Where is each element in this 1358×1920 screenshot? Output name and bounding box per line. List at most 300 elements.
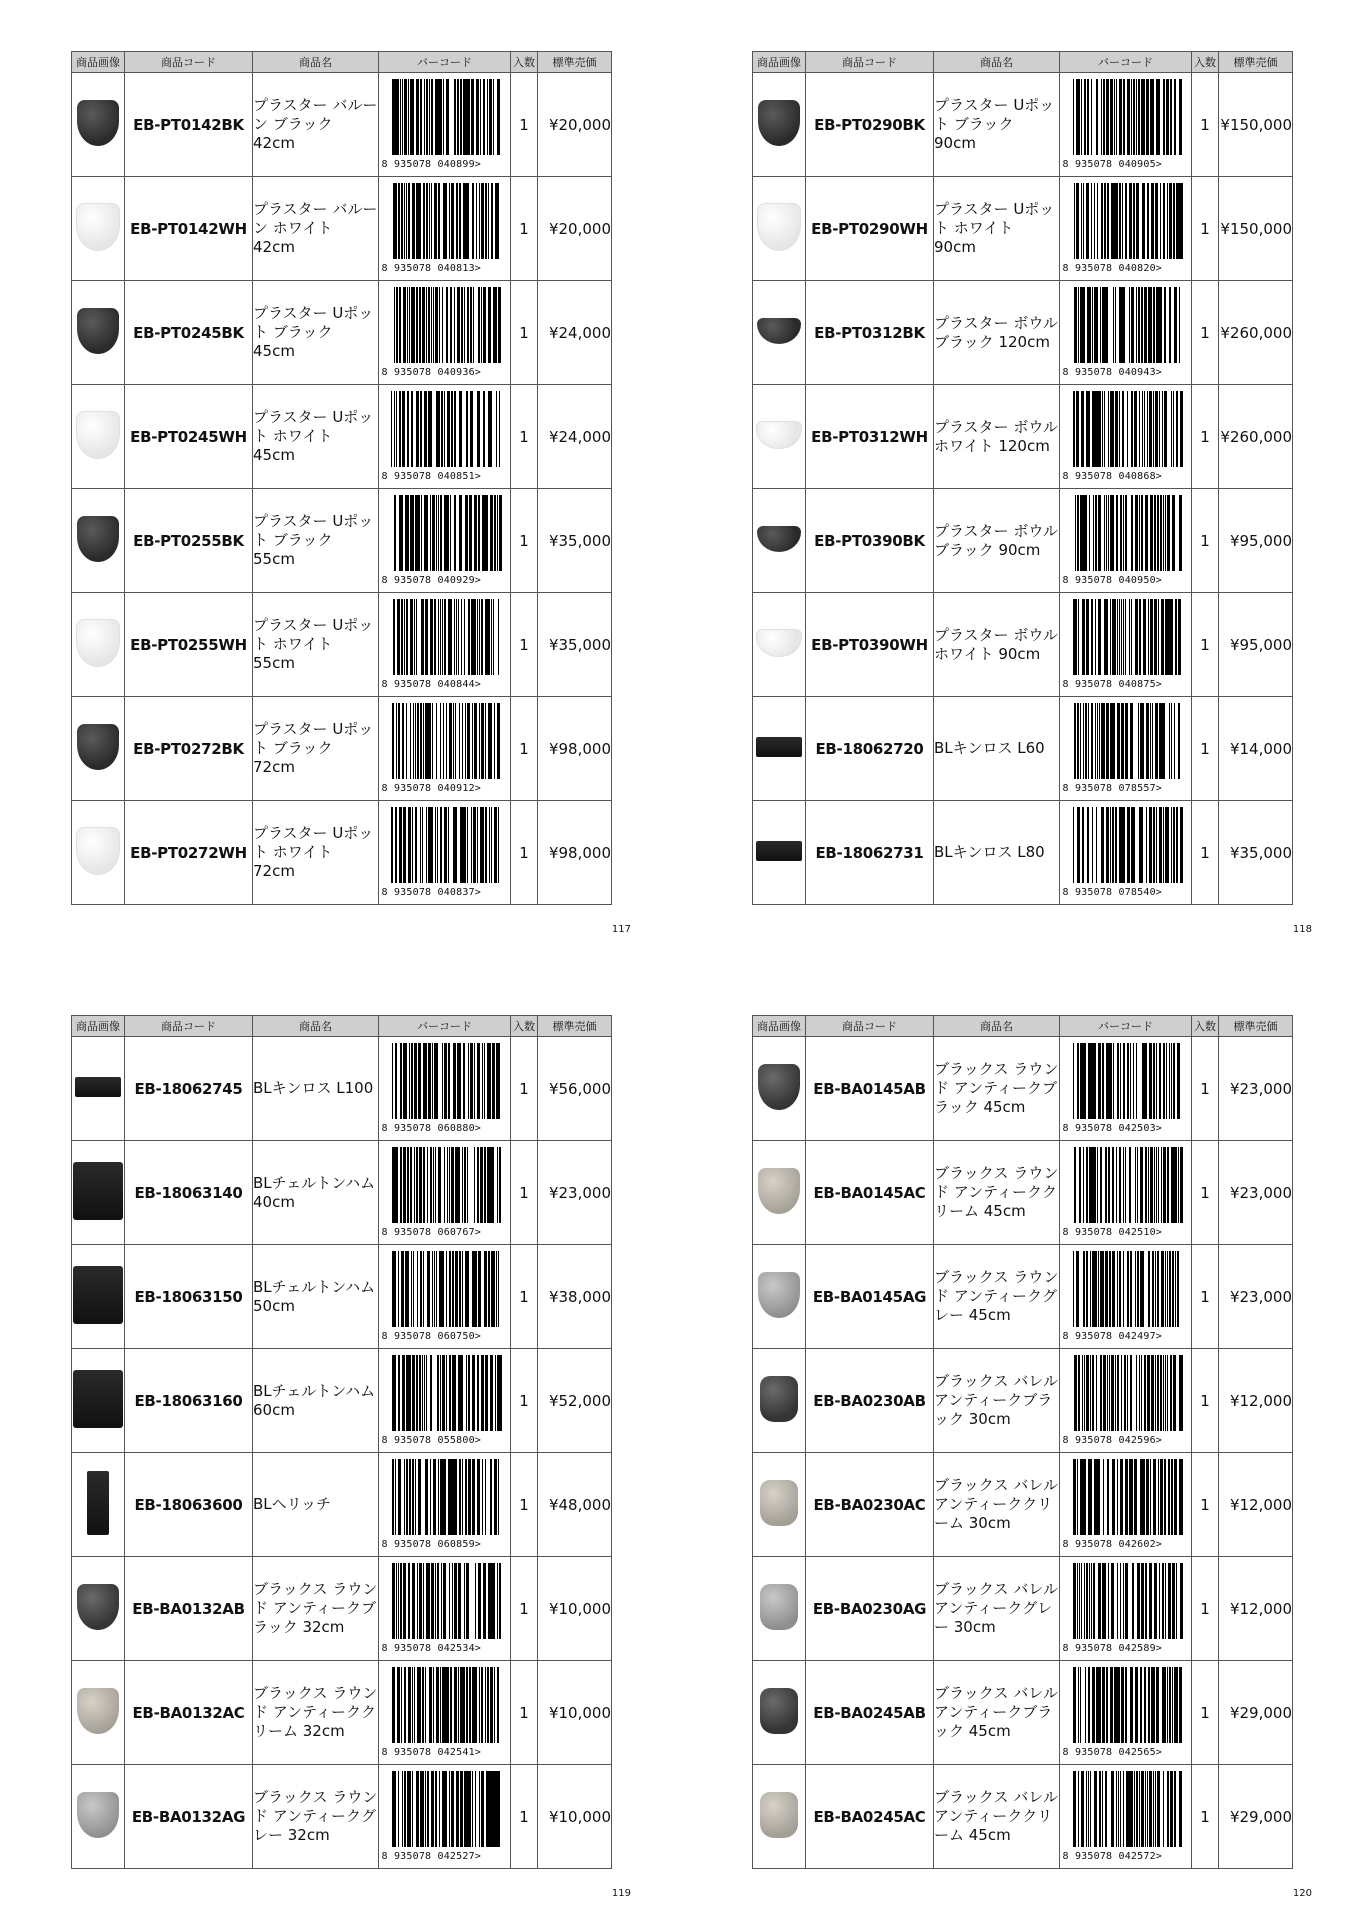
barcode-bar: [1082, 287, 1085, 363]
table-row: [753, 489, 1293, 593]
barcode-bar: [494, 703, 495, 779]
barcode-bar: [498, 287, 501, 363]
barcode: [1063, 1355, 1189, 1447]
barcode-bar: [1074, 703, 1076, 779]
barcode-bar: [1110, 79, 1113, 155]
barcode-bar: [1131, 287, 1134, 363]
barcode-bar: [429, 1563, 430, 1639]
barcode-bar: [1141, 1563, 1144, 1639]
barcode-bar: [1086, 1771, 1087, 1847]
barcode-number: 8 935078 042534>: [381, 1642, 482, 1654]
barcode-bar: [1142, 1251, 1144, 1327]
barcode-bar: [478, 495, 480, 571]
barcode-bar: [1085, 495, 1087, 571]
barcode-bar: [396, 1563, 397, 1639]
barcode-bar: [472, 1459, 475, 1535]
barcode-cell: [379, 489, 511, 593]
barcode-cell: [379, 177, 511, 281]
barcode-bar: [1150, 1459, 1151, 1535]
barcode-bar: [1123, 1043, 1125, 1119]
barcode-bar: [1133, 1043, 1134, 1119]
barcode-bar: [1080, 703, 1081, 779]
barcode-bar: [1151, 1355, 1154, 1431]
product-code: EB-BA0132AB: [125, 1557, 253, 1661]
barcode-bar: [1108, 391, 1109, 467]
product-image-cell: [72, 1037, 125, 1141]
barcode-bar: [462, 287, 463, 363]
barcode-bar: [1165, 495, 1166, 571]
barcode-bar: [444, 183, 447, 259]
product-code: EB-PT0390WH: [806, 593, 934, 697]
barcode-bar: [475, 1563, 476, 1639]
barcode-bar: [420, 1563, 422, 1639]
barcode-bar: [408, 1563, 410, 1639]
barcode-bar: [1144, 391, 1145, 467]
barcode-bar: [1122, 287, 1125, 363]
barcode-bar: [1169, 703, 1170, 779]
barcode-bar: [417, 1147, 418, 1223]
barcode-bar: [1169, 1667, 1171, 1743]
barcode-bar: [1116, 391, 1118, 467]
barcode-bar: [460, 1043, 461, 1119]
barcode-bar: [489, 79, 492, 155]
product-name: BLキンロス L100: [253, 1037, 379, 1141]
product-name: プラスター ボウル ブラック 120cm: [934, 281, 1060, 385]
barcode-bar: [1171, 1043, 1172, 1119]
barcode-bar: [413, 1459, 414, 1535]
barcode-bar: [1163, 1771, 1164, 1847]
barcode-number: 8 935078 042572>: [1062, 1850, 1163, 1862]
barcode-bar: [437, 807, 438, 883]
barcode: [382, 1667, 508, 1759]
barcode-bar: [444, 1147, 445, 1223]
barcode-number: 8 935078 040851>: [381, 470, 482, 482]
barcode-bar: [480, 79, 481, 155]
barcode-cell: [1060, 1037, 1192, 1141]
barcode-bar: [433, 1459, 436, 1535]
barcode-bar: [1149, 1771, 1152, 1847]
barcode-bar: [1156, 807, 1157, 883]
barcode-bar: [454, 495, 456, 571]
quantity: 1: [511, 1765, 538, 1869]
barcode-bar: [1177, 1251, 1179, 1327]
barcode-bars: [392, 807, 502, 883]
barcode-bar: [474, 1043, 475, 1119]
barcode-bar: [1090, 1771, 1091, 1847]
barcode-number: 8 935078 040844>: [381, 678, 482, 690]
barcode-bar: [1133, 807, 1135, 883]
barcode-bar: [440, 703, 441, 779]
barcode-bar: [491, 183, 493, 259]
barcode-bar: [1127, 79, 1130, 155]
barcode-bar: [1119, 79, 1122, 155]
barcode-bar: [438, 495, 439, 571]
barcode-bar: [1104, 495, 1105, 571]
barcode-bar: [1078, 1771, 1079, 1847]
barcode-bar: [398, 1563, 399, 1639]
barcode-bar: [1167, 1771, 1169, 1847]
barcode-bar: [440, 79, 442, 155]
barcode-bar: [402, 703, 404, 779]
barcode-bar: [477, 599, 478, 675]
tall-planter-icon: [87, 1471, 109, 1535]
barcode-bar: [1144, 287, 1147, 363]
barcode-bar: [402, 1355, 405, 1431]
barcode-bar: [402, 79, 403, 155]
barcode-bar: [1073, 807, 1074, 883]
barcode-number: 8 935078 042589>: [1062, 1642, 1163, 1654]
barcode-bar: [422, 1771, 424, 1847]
barcode-bar: [1159, 807, 1162, 883]
barcode-bar: [1113, 287, 1114, 363]
barcode-bar: [479, 599, 480, 675]
barcode-bar: [481, 1771, 484, 1847]
barcode-bar: [1167, 183, 1168, 259]
barcode-bar: [442, 287, 443, 363]
barcode-bar: [1084, 1563, 1085, 1639]
column-header: 商品名: [934, 1016, 1060, 1037]
barcode-bar: [1178, 599, 1181, 675]
quantity: 1: [1192, 1765, 1219, 1869]
product-name: ブラックス ラウンド アンティーククリーム 32cm: [253, 1661, 379, 1765]
pot-round-white-icon: [757, 203, 801, 251]
barcode-bar: [427, 495, 428, 571]
barcode-bar: [409, 1355, 411, 1431]
barcode-bar: [1163, 1355, 1164, 1431]
barcode-bar: [416, 599, 417, 675]
barcode-bar: [1174, 1147, 1177, 1223]
barcode-bar: [482, 1043, 483, 1119]
barcode-bar: [468, 1459, 471, 1535]
barcode-bar: [427, 79, 428, 155]
product-code: EB-PT0290WH: [806, 177, 934, 281]
barcode-bar: [1127, 1043, 1129, 1119]
barcode-bar: [465, 703, 466, 779]
barcode-bar: [1138, 79, 1140, 155]
standard-price: ¥23,000: [538, 1141, 612, 1245]
barcode-bar: [1119, 391, 1120, 467]
barcode-bar: [1114, 79, 1115, 155]
barcode-bar: [1157, 1251, 1159, 1327]
barcode-number: 8 935078 042510>: [1062, 1226, 1163, 1238]
barcode-bar: [454, 287, 455, 363]
barcode-bar: [1178, 703, 1180, 779]
barcode-bar: [467, 1147, 468, 1223]
standard-price: ¥35,000: [1219, 801, 1293, 905]
barcode-bar: [1161, 599, 1164, 675]
barcode-bar: [1173, 1043, 1175, 1119]
barcode-bar: [408, 807, 411, 883]
barcode-bar: [1154, 287, 1155, 363]
barcode-bar: [461, 79, 462, 155]
table-row: [72, 177, 612, 281]
barcode-bar: [1077, 1459, 1078, 1535]
barcode-bar: [488, 183, 489, 259]
barcode-bar: [1134, 1459, 1137, 1535]
barcode-bar: [476, 703, 477, 779]
barcode-bar: [441, 391, 443, 467]
barcode: [1063, 391, 1189, 483]
product-name: プラスター バルーン ホワイト 42cm: [253, 177, 379, 281]
barcode: [382, 1355, 508, 1447]
barcode-bar: [1117, 1251, 1118, 1327]
barcode-bar: [1100, 1771, 1101, 1847]
barcode-bar: [472, 703, 473, 779]
barcode-bar: [445, 599, 446, 675]
barcode-bar: [398, 1355, 400, 1431]
barcode-bar: [1101, 807, 1104, 883]
barcode-bar: [1080, 1147, 1081, 1223]
barcode-cell: [1060, 1245, 1192, 1349]
trough-planter-icon: [756, 737, 802, 757]
standard-price: ¥24,000: [538, 385, 612, 489]
product-name: プラスター Uポット ホワイト 55cm: [253, 593, 379, 697]
barcode-bar: [466, 1355, 467, 1431]
barrel-antique-black-icon: [760, 1376, 798, 1422]
product-image-cell: [72, 1661, 125, 1765]
barcode-bar: [1148, 1251, 1150, 1327]
barcode-bar: [1078, 599, 1079, 675]
barcode-bar: [393, 703, 394, 779]
barcode-bar: [1121, 599, 1122, 675]
barcode-bar: [402, 391, 405, 467]
barcode-bar: [1077, 807, 1080, 883]
barcode-bar: [485, 1147, 486, 1223]
barcode-bar: [1142, 807, 1143, 883]
barcode-bar: [464, 1147, 466, 1223]
barcode-bar: [1176, 1563, 1177, 1639]
barcode-cell: [379, 1349, 511, 1453]
table-row: [753, 1661, 1293, 1765]
barcode-bar: [1174, 287, 1177, 363]
barcode-bar: [1123, 599, 1124, 675]
table-row: [753, 177, 1293, 281]
barcode-bar: [449, 1147, 450, 1223]
barcode-bar: [1136, 1043, 1137, 1119]
barcode-bar: [1090, 1355, 1091, 1431]
barcode-bar: [1180, 391, 1183, 467]
catalog-page: [71, 1015, 631, 1899]
barcode-bar: [422, 1355, 423, 1431]
barcode-bar: [440, 1667, 441, 1743]
barcode-bar: [1154, 1459, 1156, 1535]
barcode-bar: [443, 79, 444, 155]
barcode-bar: [407, 1147, 409, 1223]
pot-bowl-black-icon: [757, 318, 801, 344]
barcode-number: 8 935078 042497>: [1062, 1330, 1163, 1342]
barcode-cell: [379, 1765, 511, 1869]
barcode-bar: [1130, 1043, 1131, 1119]
barcode-bar: [1093, 1147, 1096, 1223]
barcode-bar: [1152, 183, 1154, 259]
barcode-bars: [392, 287, 502, 363]
standard-price: ¥29,000: [1219, 1765, 1293, 1869]
barcode-bar: [1134, 79, 1135, 155]
barcode-bar: [419, 287, 421, 363]
product-image-cell: [753, 593, 806, 697]
barcode-bar: [472, 1355, 475, 1431]
barcode-bar: [1156, 599, 1157, 675]
barcode-bar: [414, 1667, 415, 1743]
barcode-bar: [1179, 1667, 1182, 1743]
barcode-bars: [1073, 1251, 1183, 1327]
barcode-bar: [454, 79, 456, 155]
product-code: EB-18063160: [125, 1349, 253, 1453]
barcode-bar: [443, 703, 444, 779]
barcode-bar: [469, 1667, 471, 1743]
barcode-bar: [1085, 79, 1086, 155]
barcode-bar: [409, 287, 410, 363]
barcode-bar: [395, 1459, 396, 1535]
barcode-number: 8 935078 060859>: [381, 1538, 482, 1550]
barcode-bar: [1150, 599, 1153, 675]
barcode-bar: [1103, 79, 1105, 155]
barcode-bar: [412, 1043, 413, 1119]
barcode-bar: [401, 183, 403, 259]
barcode-bar: [439, 1147, 441, 1223]
barcode-bar: [1123, 79, 1125, 155]
barcode-cell: [379, 73, 511, 177]
barcode-bar: [1109, 1355, 1110, 1431]
product-image-cell: [753, 1141, 806, 1245]
barcode-bar: [444, 807, 447, 883]
barcode-bar: [1109, 1043, 1112, 1119]
barcode-bar: [1117, 1563, 1118, 1639]
barcode: [1063, 599, 1189, 691]
barcode-bar: [1089, 495, 1090, 571]
barcode-bar: [424, 79, 425, 155]
barcode-bar: [1158, 1459, 1159, 1535]
barcode-bar: [420, 1251, 422, 1327]
barcode-bar: [1161, 1251, 1164, 1327]
barcode-bars: [1073, 287, 1183, 363]
barcode-cell: [1060, 593, 1192, 697]
barcode-bar: [1120, 1459, 1123, 1535]
barcode-bar: [423, 703, 424, 779]
barcode: [382, 183, 508, 275]
barcode-bar: [487, 599, 490, 675]
barcode-bar: [485, 495, 488, 571]
barcode-bar: [407, 391, 409, 467]
barcode-bar: [489, 807, 490, 883]
barcode-bar: [391, 391, 392, 467]
cube-planter-icon: [73, 1266, 123, 1324]
barcode-bar: [399, 807, 402, 883]
barcode-bar: [1094, 183, 1095, 259]
barcode-bar: [1083, 703, 1084, 779]
product-name: ブラックス ラウンド アンティークグレー 32cm: [253, 1765, 379, 1869]
table-row: [753, 593, 1293, 697]
barcode-number: 8 935078 042503>: [1062, 1122, 1163, 1134]
quantity: 1: [1192, 1661, 1219, 1765]
barcode-bar: [1162, 1563, 1164, 1639]
barcode-bar: [1144, 1667, 1146, 1743]
product-image-cell: [72, 801, 125, 905]
barcode-bar: [399, 287, 401, 363]
barcode-bar: [451, 1667, 452, 1743]
barcode-bar: [1150, 703, 1151, 779]
barcode-bar: [491, 807, 492, 883]
barcode-bar: [415, 1459, 416, 1535]
barcode-bar: [392, 1043, 393, 1119]
barcode-bar: [1100, 287, 1101, 363]
barcode-bar: [1162, 391, 1163, 467]
barcode-cell: [1060, 177, 1192, 281]
barcode-bar: [468, 599, 470, 675]
barcode-bar: [494, 495, 496, 571]
quantity: 1: [1192, 1141, 1219, 1245]
column-header: 標準売価: [538, 52, 612, 73]
barcode-bar: [1142, 703, 1144, 779]
table-header-row: [753, 1016, 1293, 1037]
barcode-bar: [1165, 1355, 1166, 1431]
barcode-bar: [1085, 1667, 1086, 1743]
barcode-bar: [1073, 1459, 1076, 1535]
barcode-bar: [1122, 391, 1124, 467]
quantity: 1: [1192, 593, 1219, 697]
barcode-bar: [1143, 183, 1145, 259]
barcode-bar: [1110, 599, 1111, 675]
table-row: [753, 1245, 1293, 1349]
quantity: 1: [511, 1453, 538, 1557]
barcode-bar: [1098, 1563, 1101, 1639]
barcode-bar: [1175, 599, 1177, 675]
column-header: バーコード: [379, 1016, 511, 1037]
barcode-bar: [1145, 1771, 1146, 1847]
product-name: プラスター バルーン ブラック 42cm: [253, 73, 379, 177]
barcode-bar: [1136, 79, 1137, 155]
barcode-bar: [1143, 1459, 1145, 1535]
barcode-bar: [412, 183, 415, 259]
barcode-bars: [392, 1771, 502, 1847]
product-code: EB-PT0312BK: [806, 281, 934, 385]
barcode-bar: [1092, 1355, 1094, 1431]
barcode-bar: [418, 1043, 421, 1119]
barcode: [1063, 1251, 1189, 1343]
barcode-bar: [1084, 1459, 1086, 1535]
product-name: プラスター Uポット ホワイト 45cm: [253, 385, 379, 489]
product-code: EB-BA0230AC: [806, 1453, 934, 1557]
barcode-bar: [1160, 183, 1161, 259]
barcode-bar: [494, 1667, 495, 1743]
barcode-bar: [1138, 287, 1140, 363]
standard-price: ¥150,000: [1219, 177, 1293, 281]
barcode-bar: [1112, 1667, 1113, 1743]
barcode-bar: [420, 391, 422, 467]
barcode-bar: [1171, 703, 1172, 779]
barcode-bar: [432, 599, 433, 675]
barcode-bar: [418, 1459, 421, 1535]
barcode-bar: [1171, 391, 1172, 467]
barcode-cell: [1060, 1141, 1192, 1245]
barcode-bar: [438, 183, 440, 259]
barcode-bars: [392, 183, 502, 259]
quantity: 1: [511, 1557, 538, 1661]
barcode-bar: [1123, 1771, 1124, 1847]
barcode-bar: [1147, 1355, 1150, 1431]
barcode-bar: [1097, 183, 1098, 259]
barcode-bars: [392, 1251, 502, 1327]
pot-round-antique-black-icon: [758, 1064, 800, 1110]
standard-price: ¥12,000: [1219, 1349, 1293, 1453]
barcode-bar: [498, 1251, 499, 1327]
barcode-bar: [417, 1251, 418, 1327]
barcode-bar: [1118, 1667, 1120, 1743]
barcode: [382, 1251, 508, 1343]
quantity: 1: [511, 1037, 538, 1141]
barcode-bar: [497, 183, 499, 259]
standard-price: ¥48,000: [538, 1453, 612, 1557]
